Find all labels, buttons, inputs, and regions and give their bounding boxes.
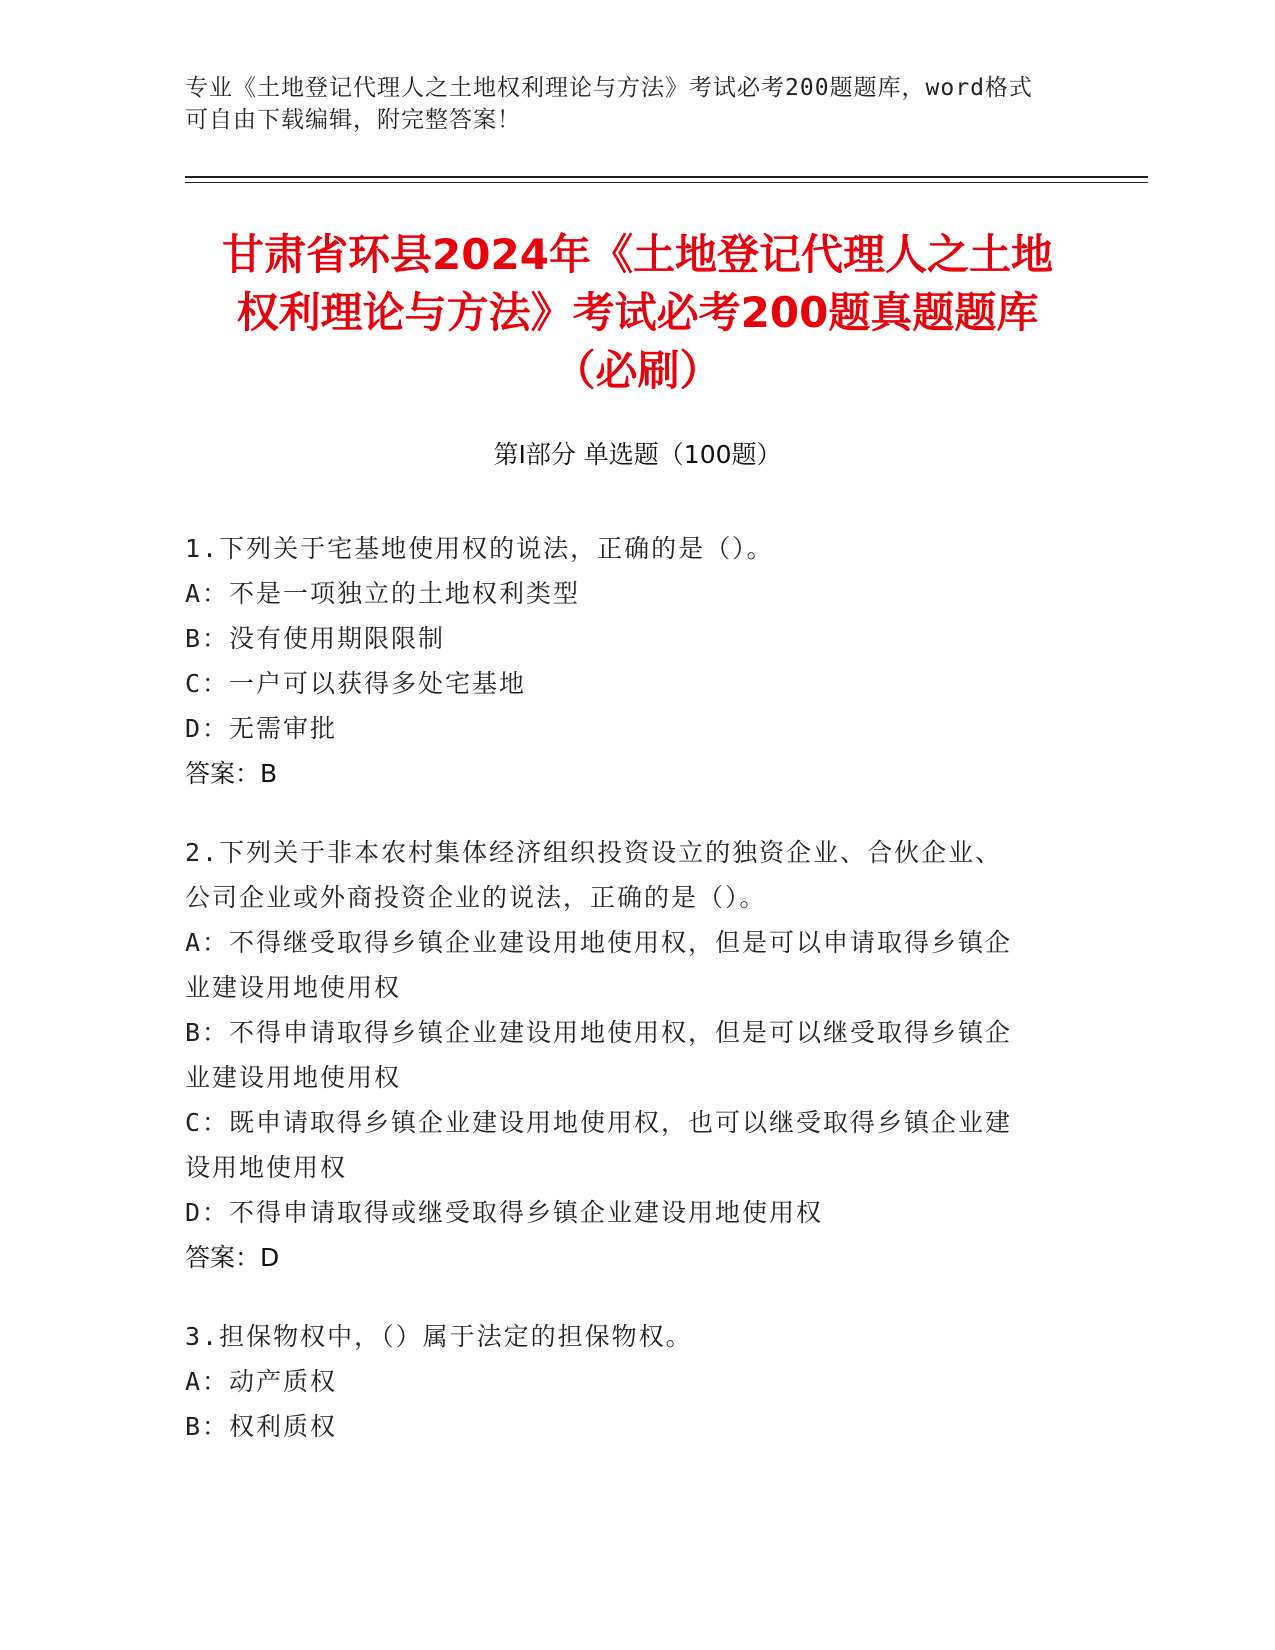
answer-option: C：既申请取得乡镇企业建设用地使用权，也可以继受取得乡镇企业建 [185,1108,1013,1137]
document-title [150,226,1125,400]
header-divider-thin [185,182,1148,183]
header-divider-thick [185,176,1148,178]
answer-option: C：一户可以获得多处宅基地 [185,669,527,698]
answer-option: D：无需审批 [185,714,338,743]
section-heading: 第Ⅰ部分 单选题（100题） [493,440,782,469]
header-note [185,72,1085,136]
answer-option: A：动产质权 [185,1367,338,1396]
answer-option: 业建设用地使用权 [185,1063,402,1092]
title-line: 权利理论与方法》考试必考200题真题题库 [236,288,1039,337]
question-stem: 1.下列关于宅基地使用权的说法，正确的是（）。 [185,534,774,563]
answer-option: B：没有使用期限限制 [185,624,446,653]
answer-option: B：不得申请取得乡镇企业建设用地使用权，但是可以继受取得乡镇企 [185,1018,1013,1047]
answer-option: D：不得申请取得或继受取得乡镇企业建设用地使用权 [185,1198,824,1227]
question-item [185,526,1070,796]
answer-option: A：不得继受取得乡镇企业建设用地使用权，但是可以申请取得乡镇企 [185,928,1013,957]
header-note-line: 可自由下载编辑，附完整答案！ [185,107,521,133]
question-stem: 3.担保物权中，（）属于法定的担保物权。 [185,1322,693,1351]
answer-option: A：不是一项独立的土地权利类型 [185,579,581,608]
answer-key: 答案：B [185,759,278,788]
answer-option: B：权利质权 [185,1412,338,1441]
question-stem: 2.下列关于非本农村集体经济组织投资设立的独资企业、合伙企业、 [185,838,1003,867]
title-line: 甘肃省环县2024年《土地登记代理人之土地 [222,230,1053,279]
header-note-line: 专业《土地登记代理人之土地权利理论与方法》考试必考200题题库，word格式 [185,75,1033,101]
question-item [185,1314,1070,1449]
answer-key: 答案：D [185,1243,280,1272]
answer-option: 业建设用地使用权 [185,973,402,1002]
question-stem: 公司企业或外商投资企业的说法，正确的是（）。 [185,883,767,912]
question-item [185,830,1070,1280]
answer-option: 设用地使用权 [185,1153,348,1182]
question-list [185,526,1070,1483]
title-line: （必刷） [553,346,722,395]
